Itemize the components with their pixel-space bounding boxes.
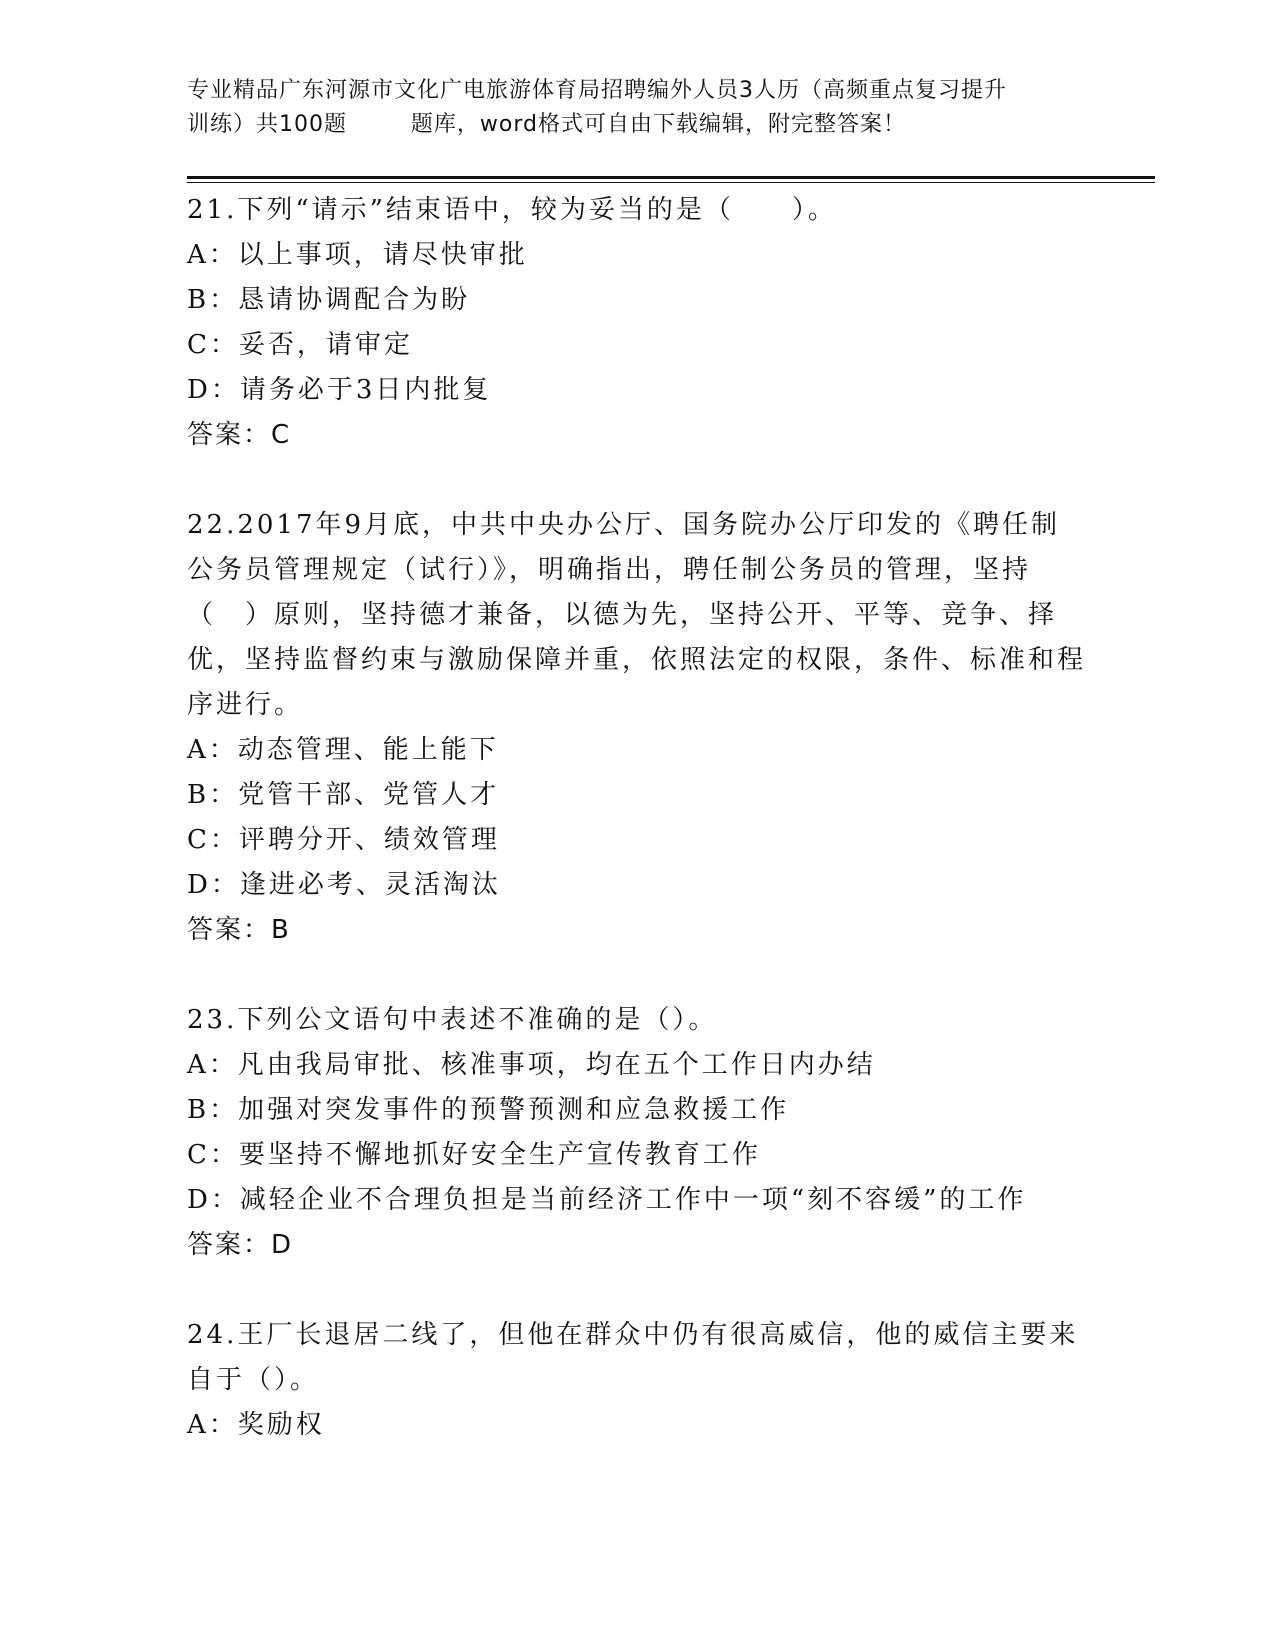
option-d: D：请务必于3日内批复	[187, 375, 492, 405]
answer-line: 答案：C	[187, 420, 292, 450]
question-stem: 22.2017年9月底，中共中央办公厅、国务院办公厅印发的《聘任制公务员管理规定（试行）》，明确指出，聘任制公务员的管理，坚持（ ）原则，坚持德才兼备，以德为先，坚持公开、平等、竞争、择优，坚持监督约束与激励保障并重，依照法定的权限，条件、标准和程序进行。	[187, 510, 1087, 720]
question-24	[187, 1313, 1087, 1448]
option-a: A：动态管理、能上能下	[187, 735, 499, 765]
header-title-line-2: 训练）共100题 题库，word格式可自由下载编辑，附完整答案！	[187, 112, 907, 137]
question-stem: 21.下列“请示”结束语中，较为妥当的是（ ）。	[187, 195, 837, 225]
question-list	[187, 188, 1087, 1448]
option-a: A：奖励权	[187, 1410, 325, 1440]
option-c: C：要坚持不懈地抓好安全生产宣传教育工作	[187, 1140, 761, 1170]
header-title-line-1: 专业精品广东河源市文化广电旅游体育局招聘编外人员3人历（高频重点复习提升	[187, 78, 1007, 103]
question-21	[187, 188, 1087, 458]
page-header	[187, 74, 1087, 142]
header-divider-thin	[187, 182, 1155, 183]
option-a: A：凡由我局审批、核准事项，均在五个工作日内办结	[187, 1050, 876, 1080]
option-c: C：评聘分开、绩效管理	[187, 825, 500, 855]
option-b: B：恳请协调配合为盼	[187, 285, 471, 315]
option-d: D：逢进必考、灵活淘汰	[187, 870, 501, 900]
answer-line: 答案：B	[187, 915, 291, 945]
option-d: D：减轻企业不合理负担是当前经济工作中一项“刻不容缓”的工作	[187, 1185, 1027, 1215]
option-b: B：党管干部、党管人才	[187, 780, 500, 810]
header-divider-thick	[187, 176, 1155, 179]
question-stem: 24.王厂长退居二线了，但他在群众中仍有很高威信，他的威信主要来自于（）。	[187, 1320, 1079, 1395]
option-c: C：妥否，请审定	[187, 330, 413, 360]
option-b: B：加强对突发事件的预警预测和应急救援工作	[187, 1095, 790, 1125]
option-a: A：以上事项，请尽快审批	[187, 240, 528, 270]
question-stem: 23.下列公文语句中表述不准确的是（）。	[187, 1005, 718, 1035]
question-23	[187, 998, 1087, 1268]
answer-line: 答案：D	[187, 1230, 294, 1260]
question-22	[187, 503, 1087, 953]
